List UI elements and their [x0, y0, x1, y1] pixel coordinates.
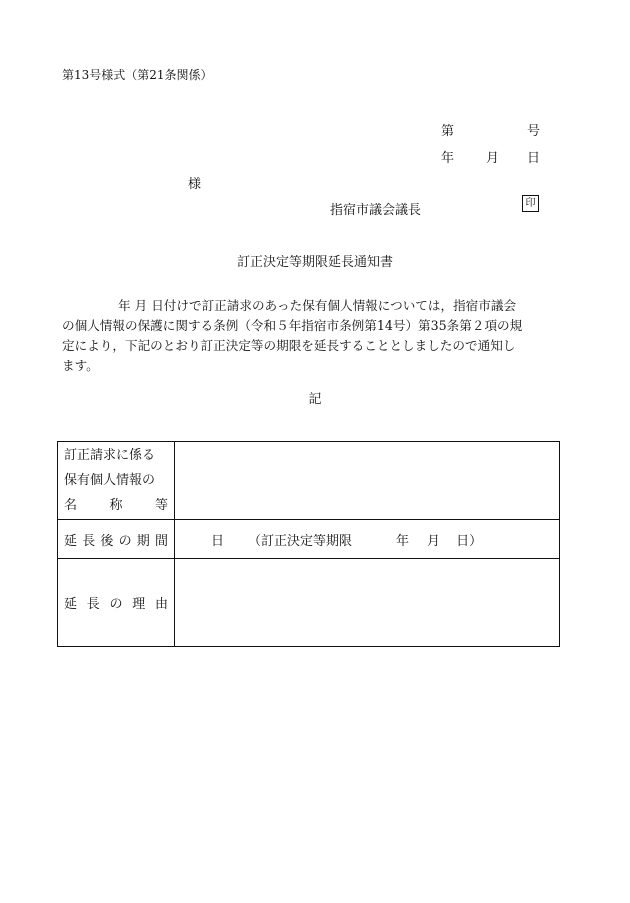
value-extended-period[interactable]	[175, 520, 560, 559]
label-char: 理	[132, 597, 146, 612]
label-char: 期	[136, 533, 150, 549]
label-char: 延	[64, 597, 78, 612]
info-table	[57, 441, 560, 647]
value-info-name[interactable]	[175, 442, 560, 520]
label-line: 保有個人情報の	[64, 473, 156, 488]
form-number: 第13号様式（第21条関係）	[62, 68, 213, 82]
label-char: 称	[109, 498, 123, 513]
notice-body	[62, 296, 572, 376]
body-line-1: 年 月 日付けで訂正請求のあった保有個人情報については，指宿市議会	[118, 298, 517, 313]
period-year: 年	[396, 533, 410, 549]
label-char: 長	[86, 597, 100, 612]
ki-heading: 記	[308, 392, 322, 407]
label-char: の	[118, 533, 132, 549]
label-char: 延	[64, 533, 78, 549]
label-extended-period	[58, 520, 175, 559]
period-text	[175, 530, 559, 549]
label-line: 訂正請求に係る	[64, 448, 156, 463]
label-char: 名	[64, 498, 78, 513]
label-extension-reason	[58, 559, 175, 647]
date-month: 月	[486, 151, 500, 166]
label-char: 後	[100, 533, 114, 549]
label-char: の	[109, 597, 123, 612]
label-line-distributed	[64, 530, 174, 549]
body-line-2: の個人情報の保護に関する条例（令和５年指宿市条例第14号）第35条第２項の規	[62, 318, 523, 333]
period-paren: （訂正決定等期限	[248, 533, 353, 549]
date-day: 日	[527, 151, 541, 166]
label-line-distributed	[64, 593, 174, 612]
table-row-period	[58, 520, 560, 559]
value-extension-reason[interactable]	[175, 559, 560, 647]
label-info-name	[58, 442, 175, 520]
doc-number-prefix: 第	[441, 124, 455, 139]
label-char: 間	[154, 533, 168, 549]
date-year: 年	[441, 151, 455, 166]
table-row-reason	[58, 559, 560, 647]
label-char: 由	[154, 597, 168, 612]
document-title: 訂正決定等期限延長通知書	[236, 255, 393, 270]
doc-number-suffix: 号	[527, 124, 541, 139]
label-char: 等	[154, 498, 168, 513]
table-row-name	[58, 442, 560, 520]
label-char: 長	[82, 533, 96, 549]
period-day-close: 日）	[456, 533, 483, 549]
body-line-3: 定により，下記のとおり訂正決定等の期限を延長することとしましたので通知し	[62, 338, 516, 353]
body-line-4: ます。	[62, 358, 99, 373]
period-month: 月	[427, 533, 441, 549]
period-day: 日	[211, 533, 225, 549]
label-line-distributed	[64, 493, 174, 518]
seal-stamp: 印	[522, 195, 539, 212]
addressee-suffix: 様	[188, 177, 202, 192]
sender-title: 指宿市議会議長	[330, 203, 422, 218]
